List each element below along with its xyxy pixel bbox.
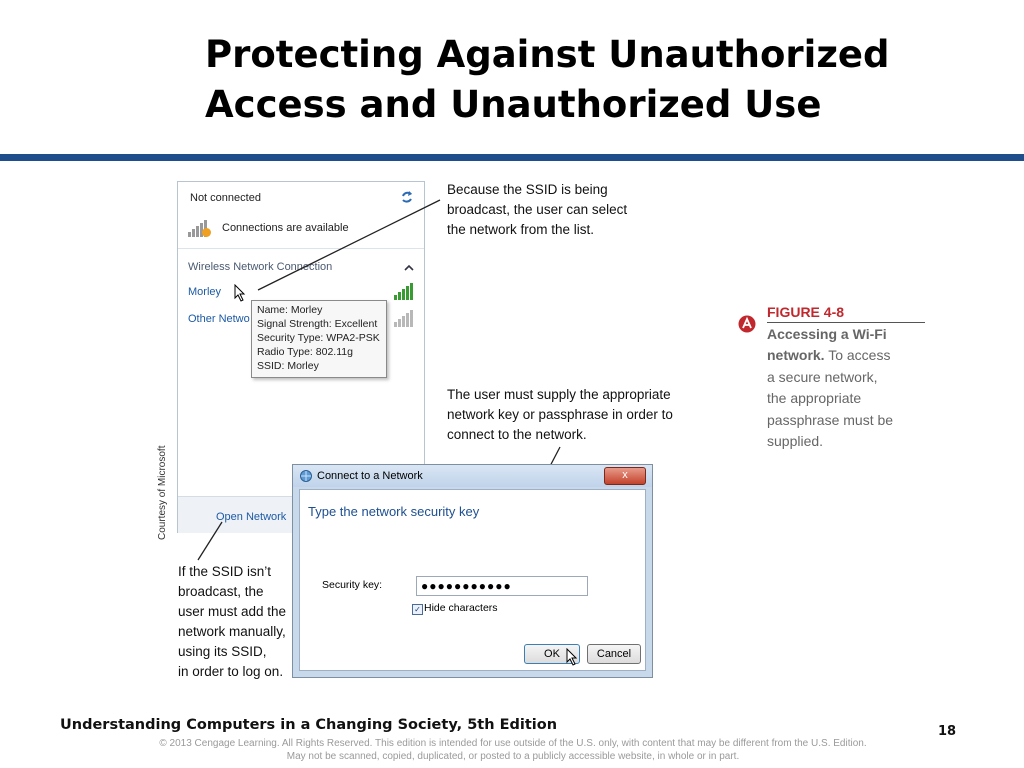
- callout-not-broadcast: [178, 562, 286, 682]
- security-key-label: Security key:: [322, 579, 383, 591]
- copyright-line-1: © 2013 Cengage Learning. All Rights Reserved. This edition is intended for use outside of the U.S. only, with content that may be different from the U.S. Edition.: [159, 738, 867, 749]
- callout-line: Because the SSID is being: [447, 182, 608, 197]
- title-line-2: Access and Unauthorized Use: [205, 83, 822, 126]
- cancel-button[interactable]: Cancel: [587, 644, 641, 664]
- figure-bold-line2: network.: [767, 347, 825, 363]
- tooltip-ssid: SSID: Morley: [257, 360, 319, 372]
- section-header[interactable]: Wireless Network Connection: [188, 261, 333, 273]
- dialog-heading: Type the network security key: [308, 504, 480, 519]
- mouse-cursor-icon: [566, 648, 578, 666]
- connections-available: Connections are available: [222, 222, 349, 234]
- courtesy-credit: Courtesy of Microsoft: [157, 445, 168, 540]
- security-key-input[interactable]: ●●●●●●●●●●●: [416, 576, 588, 596]
- ok-button[interactable]: OK: [524, 644, 580, 664]
- figure-label: FIGURE 4-8: [767, 304, 845, 320]
- figure-line4: the appropriate: [767, 390, 862, 406]
- copyright-line-2: May not be scanned, copied, duplicated, or posted to a publicly accessible website, in whole or in part.: [286, 751, 740, 762]
- callout-line: If the SSID isn’t: [178, 564, 272, 579]
- hide-characters-label: Hide characters: [424, 602, 498, 614]
- callout-line: network key or passphrase in order to: [447, 407, 673, 422]
- network-globe-icon: [299, 469, 313, 483]
- callout-line: in order to log on.: [178, 664, 284, 679]
- figure-rest-line2: To access: [824, 347, 891, 363]
- figure-line2: [767, 345, 937, 367]
- callout-line: broadcast, the: [178, 584, 264, 599]
- callout-line: the network from the list.: [447, 222, 595, 237]
- callout-line: using its SSID,: [178, 644, 267, 659]
- figure-line5: passphrase must be: [767, 411, 894, 428]
- network-item-other[interactable]: Other Netwo: [188, 313, 250, 325]
- connection-status: Not connected: [190, 192, 261, 204]
- dialog-titlebar: [293, 465, 652, 487]
- callout-line: The user must supply the appropriate: [447, 387, 671, 402]
- callout-line: network manually,: [178, 624, 286, 639]
- title-line-1: Protecting Against Unauthorized: [205, 33, 890, 76]
- figure-badge-icon: [738, 315, 756, 333]
- tooltip-signal: Signal Strength: Excellent: [257, 318, 378, 330]
- network-item-morley[interactable]: Morley: [188, 286, 222, 298]
- page-number: 18: [938, 724, 957, 739]
- callout-line: connect to the network.: [447, 427, 587, 442]
- footer-title: Understanding Computers in a Changing Society, 5th Edition: [60, 717, 558, 733]
- figure-line6: supplied.: [767, 433, 824, 449]
- dialog-title: Connect to a Network: [317, 470, 423, 482]
- figure-bold-line1: Accessing a Wi-Fi: [767, 325, 887, 342]
- tooltip-security: Security Type: WPA2-PSK: [257, 332, 380, 344]
- hide-characters-checkbox[interactable]: ✓: [412, 604, 423, 615]
- figure-line3: a secure network,: [767, 368, 878, 385]
- open-network-link[interactable]: Open Network: [216, 511, 287, 523]
- dialog-body: [299, 489, 646, 671]
- figure-caption: [767, 302, 937, 453]
- connect-dialog: [292, 464, 653, 678]
- tooltip-name: Name: Morley: [257, 304, 323, 316]
- callout-ssid-broadcast: [447, 180, 627, 240]
- callout-network-key: [447, 385, 673, 445]
- close-button[interactable]: x: [604, 467, 646, 485]
- tooltip-radio: Radio Type: 802.11g: [257, 346, 353, 358]
- copyright-notice: [60, 737, 966, 763]
- callout-line: broadcast, the user can select: [447, 202, 628, 217]
- callout-line: user must add the: [178, 604, 287, 619]
